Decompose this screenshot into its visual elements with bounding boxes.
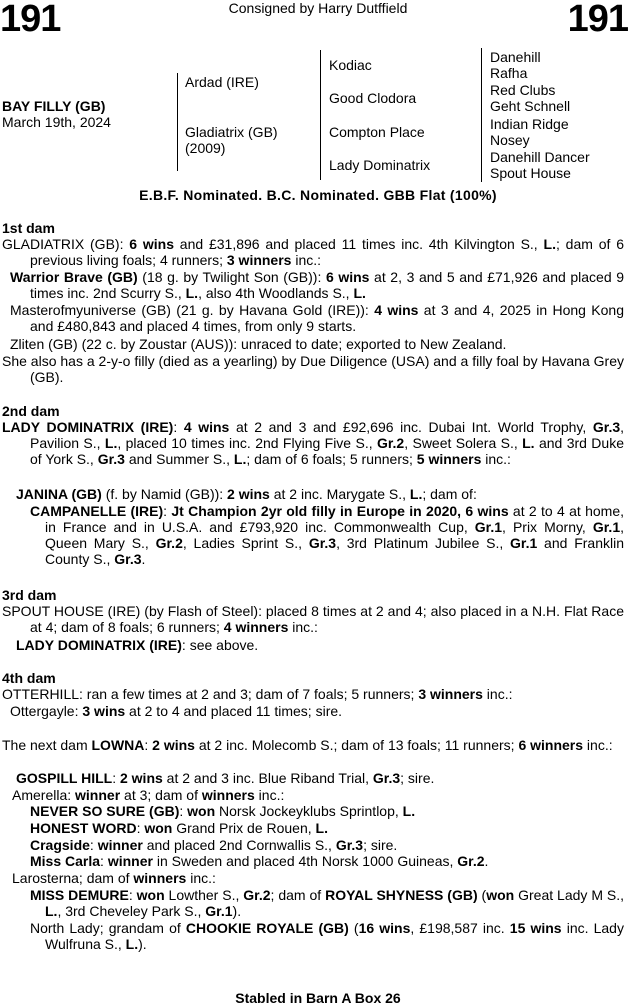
pedigree-bracket-3 xyxy=(481,48,482,182)
progeny-ottergayle: Ottergayle: 3 wins at 2 to 4 and placed 11 times; sire. xyxy=(10,703,343,719)
dam3-spout-house: SPOUT HOUSE (IRE) (by Flash of Steel): placed 8 times at 2 and 4; also placed in a N.H. Flat Race at 4; dam of 8 foals; 6 runners; 4 winners inc.: xyxy=(2,603,624,635)
pedigree-g2: Rafha xyxy=(490,65,528,81)
progeny-janina: JANINA (GB) (f. by Namid (GB)): 2 wins at 2 inc. Marygate S., L.; dam of: xyxy=(16,486,477,502)
progeny-lady-dominatrix: LADY DOMINATRIX (IRE): see above. xyxy=(16,637,259,653)
pedigree-g4: Geht Schnell xyxy=(490,98,571,114)
progeny-miss-carla: Miss Carla: winner in Sweden and placed 4th Norsk 1000 Guineas, Gr.2. xyxy=(30,853,489,869)
pedigree-bracket-2 xyxy=(320,50,321,180)
lot-number-left: 191 xyxy=(0,0,61,40)
progeny-gospill-hill: GOSPILL HILL: 2 wins at 2 and 3 inc. Blue Riband Trial, Gr.3; sire. xyxy=(16,770,435,786)
pedigree-dam-dam: Lady Dominatrix xyxy=(329,157,431,173)
progeny-miss-demure: MISS DEMURE: won Lowther S., Gr.2; dam of ROYAL SHYNESS (GB) (won Great Lady M S., L., 3rd Cheveley Park S., Gr.1). xyxy=(30,887,625,919)
section-2nd-dam: 2nd dam xyxy=(2,403,60,419)
dam4-otterhill: OTTERHILL: ran a few times at 2 and 3; dam of 7 foals; 5 runners; 3 winners inc.: xyxy=(2,686,513,702)
section-1st-dam: 1st dam xyxy=(2,220,55,236)
section-4th-dam: 4th dam xyxy=(2,670,56,686)
consignor: Consigned by Harry Dutffield xyxy=(228,0,408,16)
horse-foaled: March 19th, 2024 xyxy=(2,114,111,130)
progeny-zliten: Zliten (GB) (22 c. by Zoustar (AUS)): unraced to date; exported to New Zealand. xyxy=(10,336,507,352)
nominations: E.B.F. Nominated. B.C. Nominated. GBB Flat (100%) xyxy=(139,187,497,203)
progeny-honest-word: HONEST WORD: won Grand Prix de Rouen, L. xyxy=(30,820,328,836)
progeny-never-so-sure: NEVER SO SURE (GB): won Norsk Jockeyklubs Sprintlop, L. xyxy=(30,803,416,819)
stabling-info: Stabled in Barn A Box 26 xyxy=(235,990,401,1006)
pedigree-g3: Red Clubs xyxy=(490,82,556,98)
pedigree-dam-year: (2009) xyxy=(185,140,226,156)
dam1-other-foals: She also has a 2-y-o filly (died as a yearling) by Due Diligence (USA) and a filly foal by Havana Grey (GB). xyxy=(2,353,624,385)
progeny-north-lady: North Lady; grandam of CHOOKIE ROYALE (GB) (16 wins, £198,587 inc. 15 wins inc. Lady Wulfruna S., L.). xyxy=(30,920,624,952)
pedigree-g7: Danehill Dancer xyxy=(490,149,590,165)
progeny-cragside: Cragside: winner and placed 2nd Cornwallis S., Gr.3; sire. xyxy=(30,837,398,853)
progeny-amerella: Amerella: winner at 3; dam of winners inc.: xyxy=(12,787,285,803)
pedigree-bracket-1 xyxy=(177,73,178,171)
pedigree-g1: Danehill xyxy=(490,49,541,65)
pedigree-sire-sire: Kodiac xyxy=(329,57,372,73)
pedigree-g6: Nosey xyxy=(490,132,530,148)
next-dam-lowna: The next dam LOWNA: 2 wins at 2 inc. Molecomb S.; dam of 13 foals; 11 runners; 6 winners inc.: xyxy=(2,737,613,753)
progeny-masterofmyuniverse: Masterofmyuniverse (GB) (21 g. by Havana Gold (IRE)): 4 wins at 3 and 4, 2025 in Hong Kong and £480,843 and placed 4 times, from only 9 starts. xyxy=(10,302,625,334)
pedigree-sire-dam: Good Clodora xyxy=(329,90,417,106)
pedigree-g5: Indian Ridge xyxy=(490,116,569,132)
pedigree-dam: Gladiatrix (GB) xyxy=(185,124,278,140)
progeny-larosterna: Larosterna; dam of winners inc.: xyxy=(12,870,216,886)
section-3rd-dam: 3rd dam xyxy=(2,587,57,603)
pedigree-dam-sire: Compton Place xyxy=(329,124,425,140)
dam2-lady-dominatrix: LADY DOMINATRIX (IRE): 4 wins at 2 and 3 and £92,696 inc. Dubai Int. World Trophy, Gr.3, Pavilion S., L., placed 10 times inc. 2nd Flying Five S., Gr.2, Sweet Solera S., L. and 3rd Duke of York S., Gr.3 and Summer S., L.; dam of 6 foals; 5 runners; 5 winners inc.: xyxy=(2,419,625,467)
horse-name: BAY FILLY (GB) xyxy=(2,98,106,114)
dam1-gladiatrix: GLADIATRIX (GB): 6 wins and £31,896 and placed 11 times inc. 4th Kilvington S., L.; dam of 6 previous living foals; 4 runners; 3 winners inc.: xyxy=(2,236,624,268)
pedigree-sire: Ardad (IRE) xyxy=(185,74,259,90)
progeny-campanelle: CAMPANELLE (IRE): Jt Champion 2yr old filly in Europe in 2020, 6 wins at 2 to 4 at home, in France and in U.S.A. and £793,920 inc. Commonwealth Cup, Gr.1, Prix Morny, Gr.1, Queen Mary S., Gr.2, Ladies Sprint S., Gr.3, 3rd Platinum Jubilee S., Gr.1 and Franklin County S., Gr.3. xyxy=(30,503,625,567)
lot-number-right: 191 xyxy=(567,0,628,40)
progeny-warrior-brave: Warrior Brave (GB) (18 g. by Twilight Son (GB)): 6 wins at 2, 3 and 5 and £71,926 and placed 9 times inc. 2nd Scurry S., L., also 4th Woodlands S., L. xyxy=(10,269,624,301)
pedigree-g8: Spout House xyxy=(490,165,571,181)
